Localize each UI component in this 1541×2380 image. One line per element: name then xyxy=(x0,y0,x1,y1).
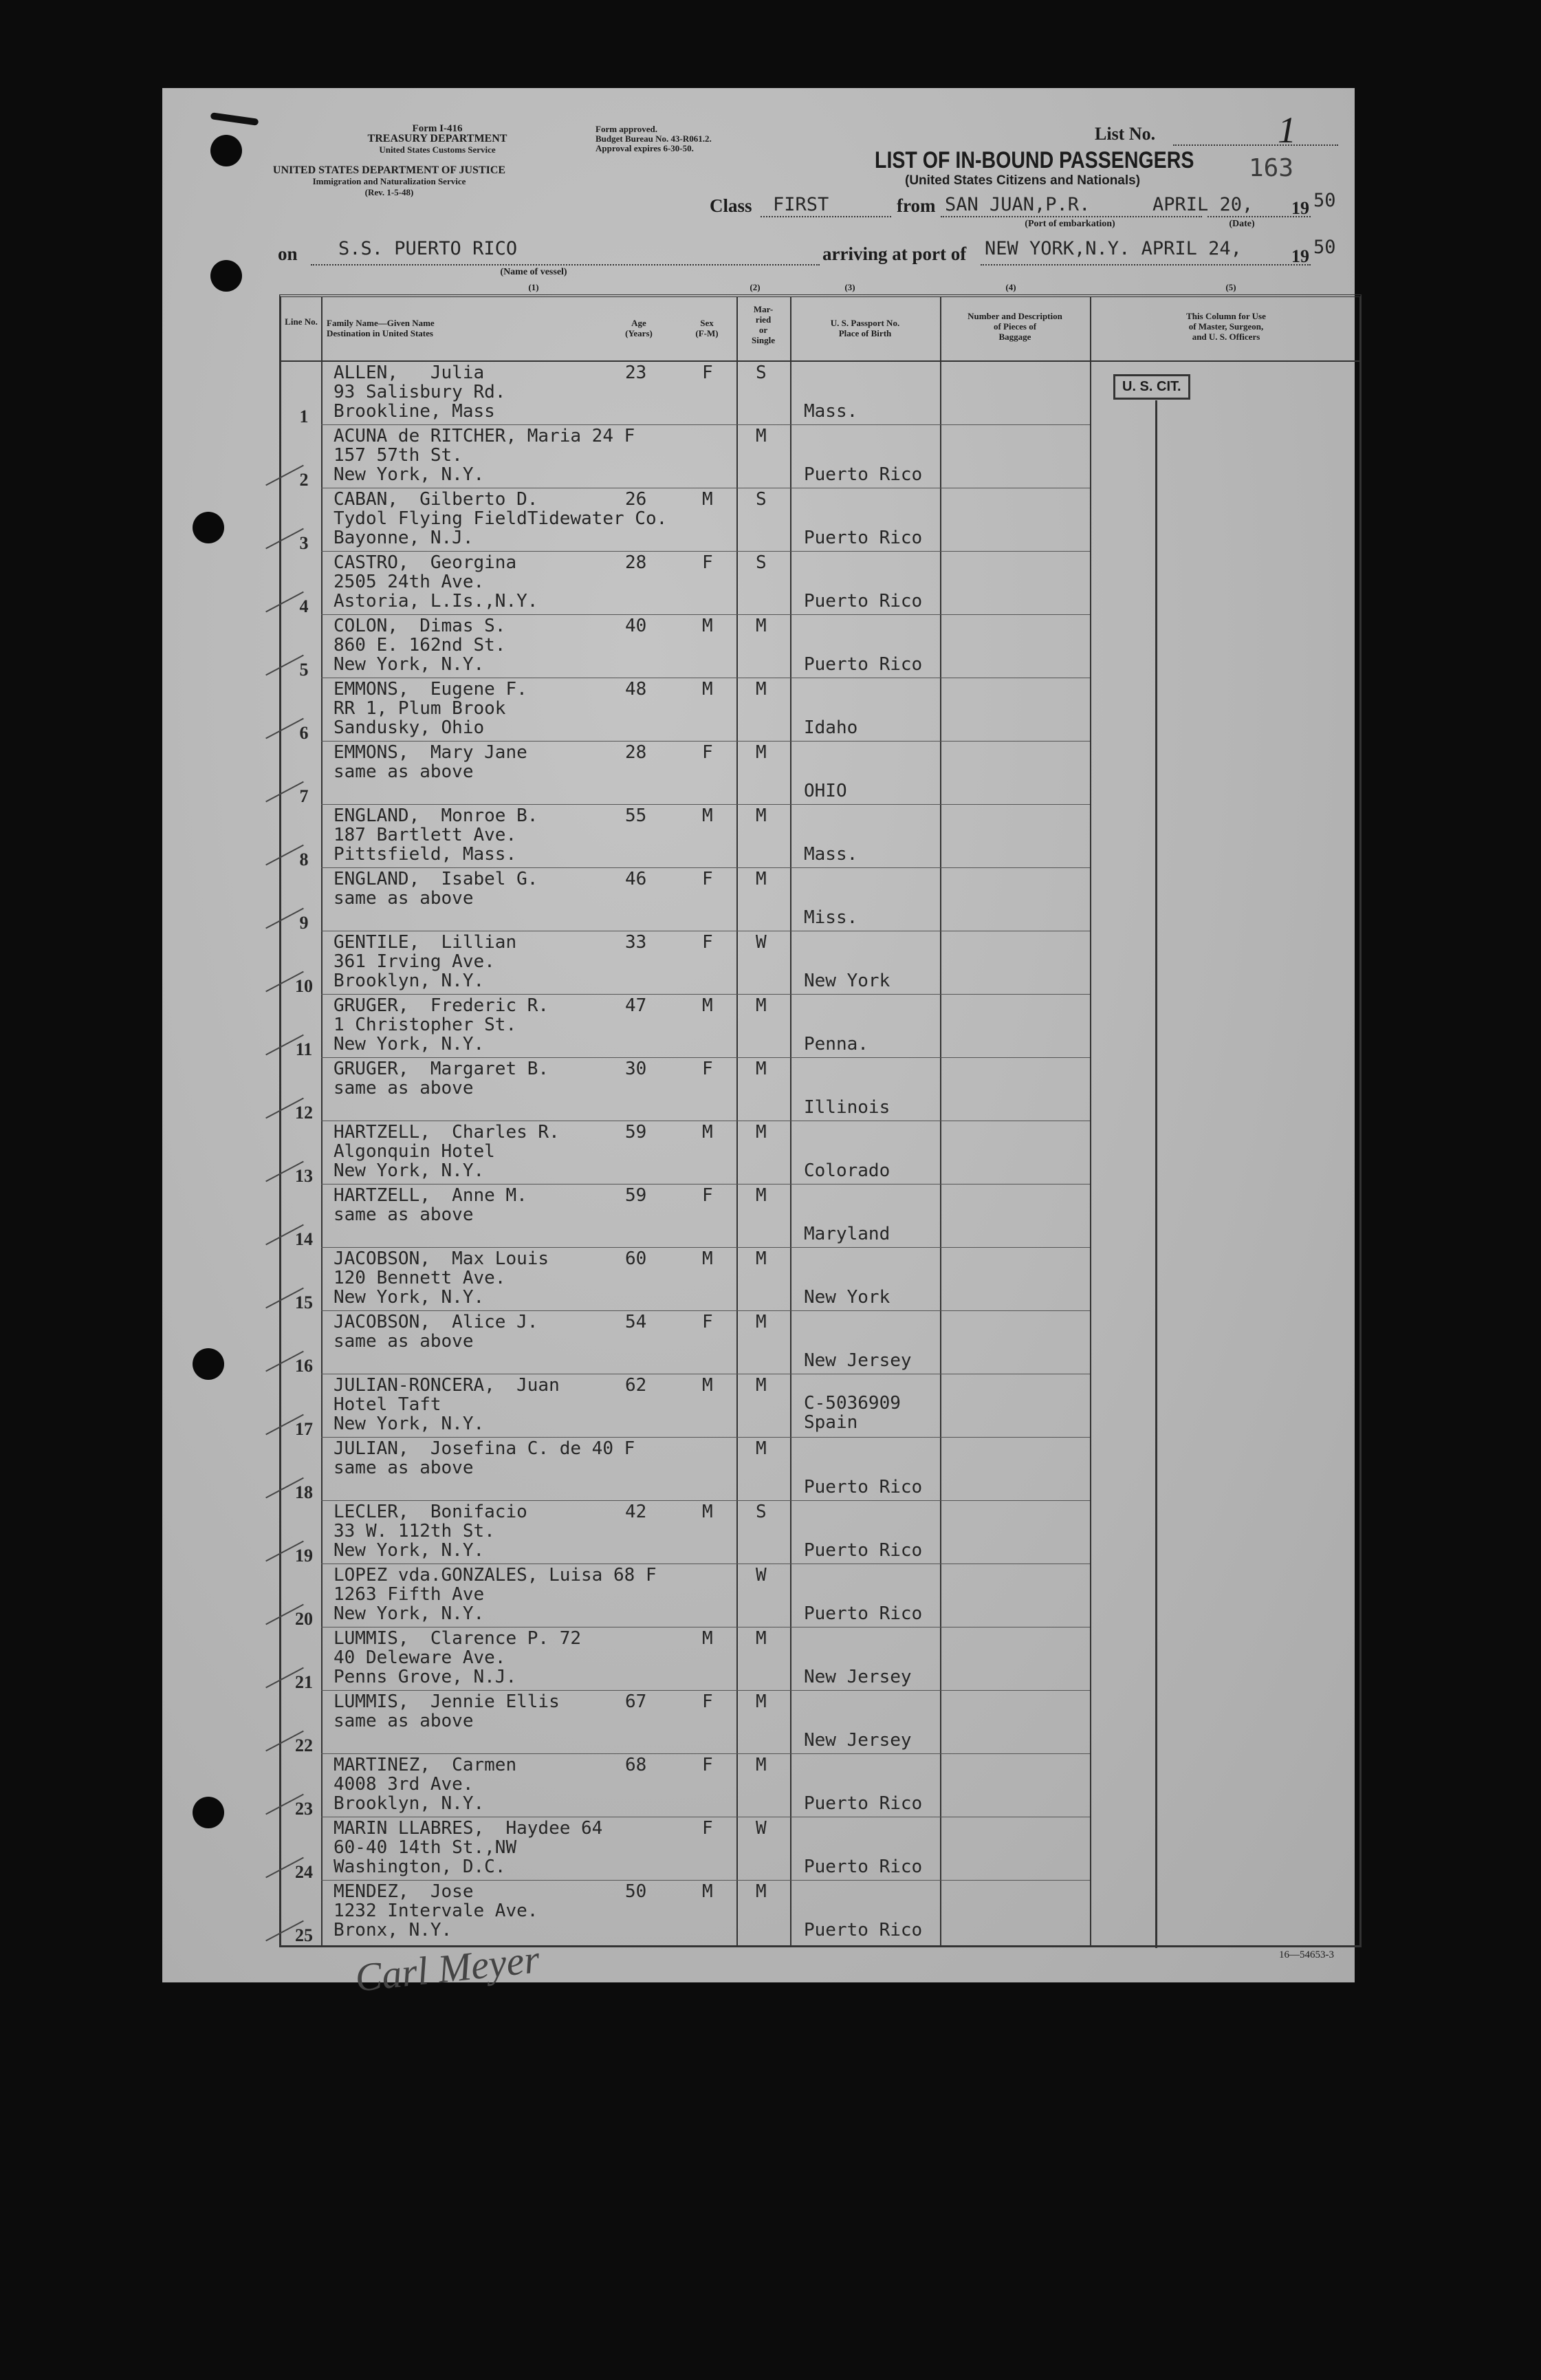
line-number: 9 xyxy=(299,913,309,933)
passenger-sex: M xyxy=(702,1881,713,1902)
col-header-age: Age (Years) xyxy=(625,318,653,338)
revision: (Rev. 1-5-48) xyxy=(364,187,414,197)
passenger-address: Algonquin Hotel xyxy=(334,1141,495,1162)
passenger-name: MARIN LLABRES, Haydee 64 xyxy=(334,1818,603,1839)
passenger-address: same as above xyxy=(334,1458,474,1478)
passenger-address: 157 57th St. xyxy=(334,445,463,466)
passenger-age: 54 xyxy=(625,1312,647,1332)
passenger-sex: F xyxy=(702,1755,713,1775)
passenger-age: 48 xyxy=(625,679,647,700)
immigration-service: Immigration and Naturalization Service xyxy=(312,176,466,186)
punch-hole xyxy=(210,260,242,292)
arriving-label: arriving at port of xyxy=(822,244,967,264)
passenger-city: New York, N.Y. xyxy=(334,1034,485,1054)
passenger-age: 55 xyxy=(625,805,647,826)
marital-status: M xyxy=(756,869,767,889)
passenger-address: same as above xyxy=(334,1331,474,1352)
marital-status: W xyxy=(756,1565,767,1586)
marital-status: S xyxy=(756,552,767,573)
passenger-city: Astoria, L.Is.,N.Y. xyxy=(334,591,538,612)
place-of-birth: Puerto Rico xyxy=(804,1920,923,1940)
marital-status: M xyxy=(756,1122,767,1143)
place-of-birth: Puerto Rico xyxy=(804,1603,923,1624)
passenger-address: same as above xyxy=(334,1204,474,1225)
us-citizen-stamp: U. S. CIT. xyxy=(1113,374,1190,400)
passenger-rows xyxy=(281,362,1359,1944)
from-underline xyxy=(941,216,1202,217)
passenger-address: same as above xyxy=(334,1711,474,1731)
passenger-address: 33 W. 112th St. xyxy=(334,1521,495,1541)
place-of-birth: Puerto Rico xyxy=(804,1793,923,1814)
pen-mark xyxy=(210,112,259,126)
line-number: 11 xyxy=(295,1039,313,1059)
passenger-sex: F xyxy=(702,1059,713,1079)
table-row xyxy=(281,805,1359,868)
passenger-address: same as above xyxy=(334,1078,474,1099)
passenger-name: EMMONS, Mary Jane xyxy=(334,742,527,763)
sheet-number: 163 xyxy=(1249,154,1294,182)
form-number: Form I-416 xyxy=(412,123,463,134)
line-number: 8 xyxy=(299,850,309,869)
passenger-address: Hotel Taft xyxy=(334,1394,441,1415)
passenger-age: 50 xyxy=(625,1881,647,1902)
passenger-address: RR 1, Plum Brook xyxy=(334,698,506,719)
passenger-age: 62 xyxy=(625,1375,647,1396)
passenger-sex: F xyxy=(702,1185,713,1206)
place-of-birth: Puerto Rico xyxy=(804,1857,923,1877)
col-number-5: (5) xyxy=(1225,282,1236,292)
passenger-age: 59 xyxy=(625,1185,647,1206)
passenger-age: 33 xyxy=(625,932,647,953)
place-of-birth: Puerto Rico xyxy=(804,1540,923,1561)
passenger-sex: M xyxy=(702,1628,713,1649)
marital-status: M xyxy=(756,616,767,636)
col-number-3: (3) xyxy=(844,282,855,292)
line-number: 1 xyxy=(299,407,309,426)
vessel-name: S.S. PUERTO RICO xyxy=(338,238,518,259)
place-of-birth: Idaho xyxy=(804,717,858,738)
passenger-age: 60 xyxy=(625,1248,647,1269)
arrival-year-prefix: 19 xyxy=(1291,246,1309,266)
page-subtitle: (United States Citizens and Nationals) xyxy=(905,173,1141,188)
line-number: 17 xyxy=(295,1419,313,1439)
passenger-city: New York, N.Y. xyxy=(334,654,485,675)
table-row xyxy=(281,1248,1359,1311)
marital-status: M xyxy=(756,1691,767,1712)
passenger-age: 67 xyxy=(625,1691,647,1712)
marital-status: M xyxy=(756,426,767,446)
passenger-age: 40 xyxy=(625,616,647,636)
passenger-address: 120 Bennett Ave. xyxy=(334,1268,506,1288)
passenger-city: Brookline, Mass xyxy=(334,401,495,422)
table-row xyxy=(281,1627,1359,1691)
col-header-married: Mar- ried or Single xyxy=(752,304,775,345)
justice-dept: UNITED STATES DEPARTMENT OF JUSTICE xyxy=(272,164,506,176)
passenger-sex: F xyxy=(702,363,713,383)
place-of-birth: New York xyxy=(804,971,890,991)
approval-1: Form approved. xyxy=(595,124,658,134)
passenger-address: 187 Bartlett Ave. xyxy=(334,825,517,845)
passenger-sex: F xyxy=(702,552,713,573)
line-number: 3 xyxy=(299,533,309,553)
col-header-line-no: Line No. xyxy=(285,316,318,327)
passenger-sex: M xyxy=(702,489,713,510)
passenger-city: Bronx, N.Y. xyxy=(334,1920,452,1940)
marital-status: S xyxy=(756,1502,767,1522)
place-of-birth: Penna. xyxy=(804,1034,868,1054)
place-of-birth: New Jersey xyxy=(804,1730,912,1751)
arrival-underline xyxy=(981,264,1311,266)
manifest-table xyxy=(279,294,1362,1947)
vessel-caption: (Name of vessel) xyxy=(500,267,567,277)
passenger-name: ENGLAND, Monroe B. xyxy=(334,805,538,826)
passenger-name: LECLER, Bonifacio xyxy=(334,1502,527,1522)
passenger-address: 40 Deleware Ave. xyxy=(334,1647,506,1668)
approval-3: Approval expires 6-30-50. xyxy=(595,143,694,153)
line-number: 15 xyxy=(295,1292,313,1312)
passenger-address: 93 Salisbury Rd. xyxy=(334,382,506,402)
passenger-age: 30 xyxy=(625,1059,647,1079)
line-number: 18 xyxy=(295,1482,313,1502)
passenger-city: New York, N.Y. xyxy=(334,464,485,485)
line-number: 24 xyxy=(295,1862,313,1882)
table-row xyxy=(281,615,1359,678)
punch-hole xyxy=(193,1797,224,1828)
passenger-name: JULIAN-RONCERA, Juan xyxy=(334,1375,560,1396)
table-row xyxy=(281,995,1359,1058)
marital-status: M xyxy=(756,995,767,1016)
passenger-name: LUMMIS, Clarence P. 72 xyxy=(334,1628,582,1649)
treasury-dept: TREASURY DEPARTMENT xyxy=(367,133,507,144)
table-row xyxy=(281,742,1359,805)
page-title: LIST OF IN-BOUND PASSENGERS xyxy=(875,147,1194,173)
bleed-through xyxy=(941,1432,953,1458)
passenger-age: 28 xyxy=(625,552,647,573)
passenger-age: 23 xyxy=(625,363,647,383)
col-number-4: (4) xyxy=(1005,282,1016,292)
place-of-birth: Colorado xyxy=(804,1160,890,1181)
passenger-age: 28 xyxy=(625,742,647,763)
table-row xyxy=(281,1691,1359,1754)
table-row xyxy=(281,362,1359,425)
table-row xyxy=(281,868,1359,931)
passenger-sex: M xyxy=(702,995,713,1016)
table-row xyxy=(281,1121,1359,1184)
place-of-birth: Mass. xyxy=(804,844,858,865)
marital-status: M xyxy=(756,1059,767,1079)
passenger-name: CASTRO, Georgina xyxy=(334,552,517,573)
table-row xyxy=(281,1311,1359,1374)
passenger-name: MENDEZ, Jose xyxy=(334,1881,474,1902)
port-embark-caption: (Port of embarkation) xyxy=(1025,219,1115,229)
place-of-birth: New York xyxy=(804,1287,890,1308)
col-header-name: Family Name—Given Name Destination in United States xyxy=(327,318,435,338)
passenger-city: New York, N.Y. xyxy=(334,1414,485,1434)
class-label: Class xyxy=(710,195,752,216)
place-of-birth: Puerto Rico xyxy=(804,654,923,675)
marital-status: M xyxy=(756,1248,767,1269)
table-row xyxy=(281,1564,1359,1627)
passenger-sex: M xyxy=(702,1122,713,1143)
passenger-address: 60-40 14th St.,NW xyxy=(334,1837,517,1858)
marital-status: M xyxy=(756,1628,767,1649)
place-of-birth: Maryland xyxy=(804,1224,890,1244)
passenger-sex: F xyxy=(702,1312,713,1332)
passenger-name: MARTINEZ, Carmen xyxy=(334,1755,517,1775)
line-number: 20 xyxy=(295,1609,313,1629)
passenger-name: EMMONS, Eugene F. xyxy=(334,679,527,700)
marital-status: M xyxy=(756,1312,767,1332)
passenger-name: JACOBSON, Alice J. xyxy=(334,1312,538,1332)
col-header-officers: This Column for Use of Master, Surgeon, and U. S. Officers xyxy=(1186,311,1266,342)
place-of-birth: New Jersey xyxy=(804,1350,912,1371)
passenger-city: Sandusky, Ohio xyxy=(334,717,485,738)
place-of-birth: C-5036909 Spain xyxy=(804,1393,901,1433)
list-no-label: List No. xyxy=(1095,124,1156,144)
passenger-name: COLON, Dimas S. xyxy=(334,616,506,636)
marital-status: M xyxy=(756,1185,767,1206)
line-number: 14 xyxy=(295,1229,313,1249)
line-number: 21 xyxy=(295,1672,313,1692)
passenger-city: Washington, D.C. xyxy=(334,1857,506,1877)
marital-status: M xyxy=(756,1438,767,1459)
table-row xyxy=(281,931,1359,995)
table-row xyxy=(281,1817,1359,1881)
punch-hole xyxy=(193,512,224,543)
passenger-address: 4008 3rd Ave. xyxy=(334,1774,474,1795)
port-of-embarkation: SAN JUAN,P.R. xyxy=(945,194,1091,215)
passenger-sex: F xyxy=(702,1818,713,1839)
marital-status: M xyxy=(756,1375,767,1396)
passenger-address: 1263 Fifth Ave xyxy=(334,1584,485,1605)
passenger-sex: F xyxy=(702,742,713,763)
passenger-sex: F xyxy=(702,1691,713,1712)
col-header-passport: U. S. Passport No. Place of Birth xyxy=(830,318,900,338)
passenger-age: 68 xyxy=(625,1755,647,1775)
place-of-birth: Puerto Rico xyxy=(804,591,923,612)
line-number: 12 xyxy=(295,1103,313,1123)
marital-status: M xyxy=(756,679,767,700)
passenger-city: Brooklyn, N.Y. xyxy=(334,1793,485,1814)
passenger-name: GRUGER, Margaret B. xyxy=(334,1059,549,1079)
passenger-name: HARTZELL, Charles R. xyxy=(334,1122,560,1143)
passenger-address: same as above xyxy=(334,761,474,782)
passenger-address: 361 Irving Ave. xyxy=(334,951,495,972)
passenger-name: ALLEN, Julia xyxy=(334,363,485,383)
passenger-address: 1232 Intervale Ave. xyxy=(334,1901,538,1921)
passenger-sex: M xyxy=(702,1248,713,1269)
place-of-birth: Puerto Rico xyxy=(804,464,923,485)
line-number: 7 xyxy=(299,786,309,806)
customs-service: United States Customs Service xyxy=(379,144,496,155)
marital-status: W xyxy=(756,1818,767,1839)
punch-hole xyxy=(193,1348,224,1380)
place-of-birth: Illinois xyxy=(804,1097,890,1118)
line-number: 25 xyxy=(295,1925,313,1945)
passenger-name: HARTZELL, Anne M. xyxy=(334,1185,527,1206)
passenger-age: 59 xyxy=(625,1122,647,1143)
class-value: FIRST xyxy=(773,194,829,215)
col-header-baggage: Number and Description of Pieces of Baggage xyxy=(968,311,1062,342)
passenger-city: Brooklyn, N.Y. xyxy=(334,971,485,991)
line-number: 19 xyxy=(295,1546,313,1566)
footer-code: 16—54653-3 xyxy=(1279,1949,1334,1960)
arrival-year: 50 xyxy=(1313,237,1336,258)
marital-status: S xyxy=(756,489,767,510)
line-number: 5 xyxy=(299,660,309,680)
date-caption: (Date) xyxy=(1229,219,1255,229)
place-of-birth: OHIO xyxy=(804,781,847,801)
passenger-sex: M xyxy=(702,805,713,826)
passenger-city: New York, N.Y. xyxy=(334,1540,485,1561)
table-row xyxy=(281,1438,1359,1501)
table-row xyxy=(281,1184,1359,1248)
punch-hole xyxy=(210,135,242,166)
passenger-name: GENTILE, Lillian xyxy=(334,932,517,953)
passenger-address: Tydol Flying FieldTidewater Co. xyxy=(334,508,668,529)
passenger-age: 42 xyxy=(625,1502,647,1522)
passenger-address: 1 Christopher St. xyxy=(334,1015,517,1035)
col-header-sex: Sex (F-M) xyxy=(695,318,719,338)
place-of-birth: New Jersey xyxy=(804,1667,912,1687)
marital-status: M xyxy=(756,805,767,826)
table-row xyxy=(281,1754,1359,1817)
table-row xyxy=(281,552,1359,615)
passenger-sex: F xyxy=(702,932,713,953)
passenger-name: ENGLAND, Isabel G. xyxy=(334,869,538,889)
from-label: from xyxy=(897,195,936,216)
line-number: 23 xyxy=(295,1799,313,1819)
line-number: 4 xyxy=(299,596,309,616)
marital-status: S xyxy=(756,363,767,383)
line-number: 13 xyxy=(295,1166,313,1186)
line-number: 16 xyxy=(295,1356,313,1376)
passenger-name: CABAN, Gilberto D. xyxy=(334,489,538,510)
passenger-sex: F xyxy=(702,869,713,889)
passenger-name: LOPEZ vda.GONZALES, Luisa 68 F xyxy=(334,1565,657,1586)
table-row xyxy=(281,425,1359,488)
place-of-birth: Miss. xyxy=(804,907,858,928)
passenger-city: New York, N.Y. xyxy=(334,1603,485,1624)
passenger-address: 860 E. 162nd St. xyxy=(334,635,506,656)
list-no-underline xyxy=(1173,144,1338,146)
passenger-name: ACUNA de RITCHER, Maria 24 F xyxy=(334,426,635,446)
table-row xyxy=(281,1058,1359,1121)
place-of-birth: Puerto Rico xyxy=(804,528,923,548)
passenger-city: New York, N.Y. xyxy=(334,1160,485,1181)
list-no-value: 1 xyxy=(1278,109,1296,151)
class-underline xyxy=(761,216,891,217)
line-number: 2 xyxy=(299,470,309,490)
passenger-name: LUMMIS, Jennie Ellis xyxy=(334,1691,560,1712)
table-row xyxy=(281,1374,1359,1438)
passenger-city: Penns Grove, N.J. xyxy=(334,1667,517,1687)
line-number: 10 xyxy=(295,976,313,996)
col-number-1: (1) xyxy=(528,282,539,292)
passenger-age: 47 xyxy=(625,995,647,1016)
year-prefix: 19 xyxy=(1291,198,1309,218)
marital-status: M xyxy=(756,1881,767,1902)
table-row xyxy=(281,678,1359,742)
officer-column-line xyxy=(1155,400,1157,1948)
vessel-underline xyxy=(311,264,820,266)
passenger-sex: M xyxy=(702,1502,713,1522)
departure-date: APRIL 20, xyxy=(1152,194,1254,215)
marital-status: M xyxy=(756,742,767,763)
on-label: on xyxy=(278,244,298,264)
passenger-name: GRUGER, Frederic R. xyxy=(334,995,549,1016)
passenger-city: New York, N.Y. xyxy=(334,1287,485,1308)
passenger-age: 46 xyxy=(625,869,647,889)
arrival-port-date: NEW YORK,N.Y. APRIL 24, xyxy=(985,238,1242,259)
passenger-sex: M xyxy=(702,1375,713,1396)
passenger-city: Pittsfield, Mass. xyxy=(334,844,517,865)
passenger-address: 2505 24th Ave. xyxy=(334,572,485,592)
marital-status: M xyxy=(756,1755,767,1775)
passenger-sex: M xyxy=(702,616,713,636)
passenger-age: 26 xyxy=(625,489,647,510)
passenger-name: JACOBSON, Max Louis xyxy=(334,1248,549,1269)
passenger-address: same as above xyxy=(334,888,474,909)
marital-status: W xyxy=(756,932,767,953)
approval-2: Budget Bureau No. 43-R061.2. xyxy=(595,133,712,144)
passenger-city: Bayonne, N.J. xyxy=(334,528,474,548)
signature: Carl Meyer xyxy=(353,1936,542,2000)
passenger-sex: M xyxy=(702,679,713,700)
table-row xyxy=(281,1881,1359,1944)
col-number-2: (2) xyxy=(750,282,761,292)
table-row xyxy=(281,1501,1359,1564)
passenger-manifest-sheet xyxy=(162,88,1355,2000)
passenger-name: JULIAN, Josefina C. de 40 F xyxy=(334,1438,635,1459)
place-of-birth: Mass. xyxy=(804,401,858,422)
line-number: 22 xyxy=(295,1735,313,1755)
line-number: 6 xyxy=(299,723,309,743)
table-row xyxy=(281,488,1359,552)
departure-year: 50 xyxy=(1313,190,1336,211)
place-of-birth: Puerto Rico xyxy=(804,1477,923,1497)
